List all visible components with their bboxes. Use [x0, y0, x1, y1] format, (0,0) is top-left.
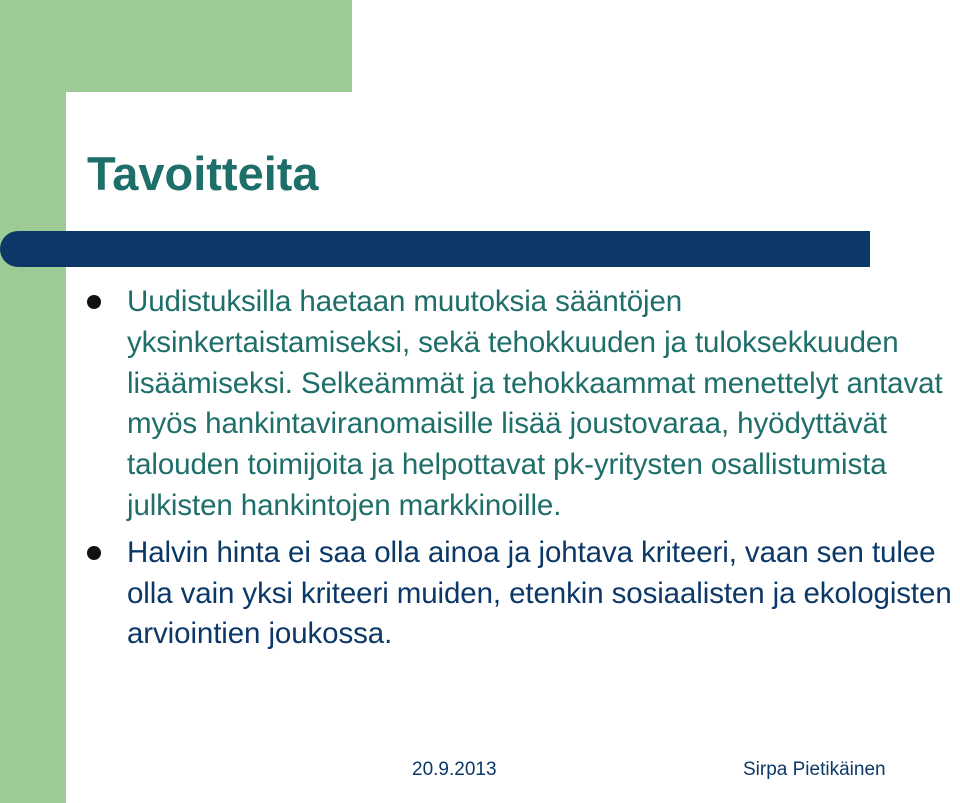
footer-author: Sirpa Pietikäinen [743, 759, 886, 780]
bullet-item [86, 533, 960, 655]
bullet-dot-icon [87, 546, 101, 560]
bullet-text: Uudistuksilla haetaan muutoksia sääntöjen yksinkertaistamiseksi, sekä tehokkuuden ja tuloksekkuuden lisäämiseksi. Selkeämmät ja tehokkaammat menettelyt antavat myös hankintaviranomaisille lisää joustovaraa, hyödyttävät talouden toimijoita ja helpottavat pk-yritysten osallistumista julkisten hankintojen markkinoille. [127, 285, 943, 522]
slide-title: Tavoitteita [87, 147, 319, 200]
bullet-item [86, 282, 960, 527]
bullet-dot-icon [87, 295, 101, 309]
bullet-list [86, 282, 960, 655]
green-side-band [0, 0, 66, 803]
title-underline-bar [0, 231, 870, 267]
green-top-band [0, 0, 352, 92]
bullet-text: Halvin hinta ei saa olla ainoa ja johtava kriteeri, vaan sen tulee olla vain yksi kriteeri muiden, etenkin sosiaalisten ja ekologisten arviointien joukossa. [127, 535, 952, 651]
footer-date: 20.9.2013 [412, 759, 497, 780]
